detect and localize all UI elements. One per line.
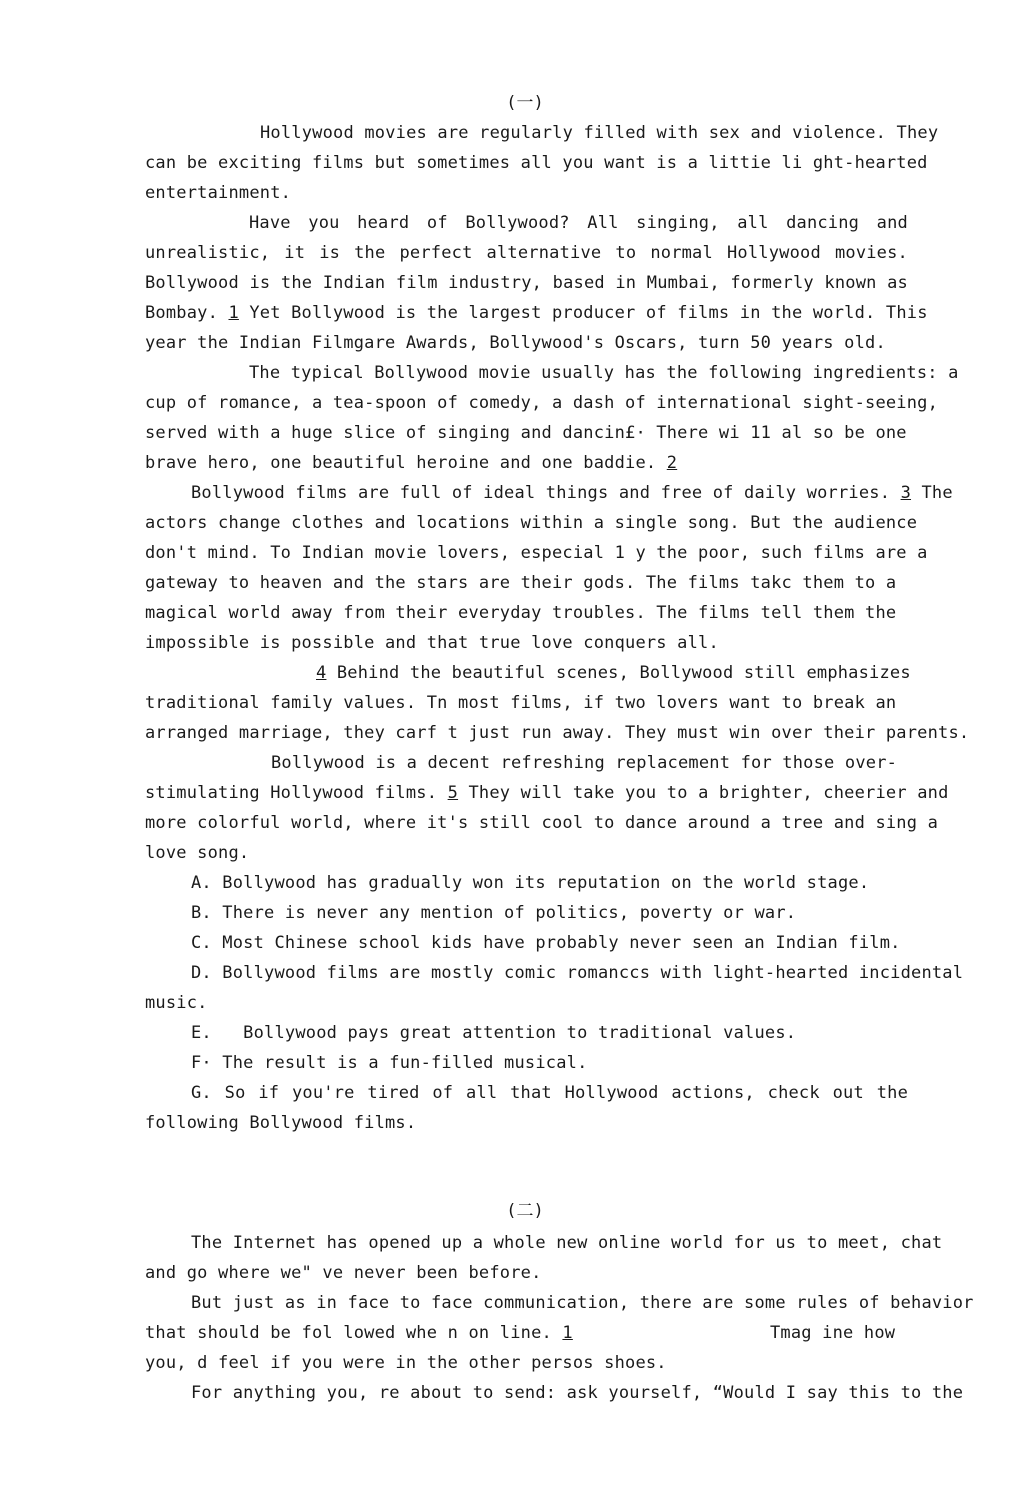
text-line: For anything you, re about to send: ask yourself, “Would I say this to the bbox=[191, 1383, 964, 1403]
text-line: brave hero, one beautiful heroine and one baddie. 2 bbox=[145, 453, 678, 473]
text-line: The typical Bollywood movie usually has the following ingredients: a bbox=[249, 363, 959, 383]
option-d-continued: music. bbox=[145, 993, 208, 1013]
text-line: you, d feel if you were in the other persos shoes. bbox=[145, 1353, 667, 1373]
text-line: Hollywood movies are regularly filled with sex and violence. They bbox=[260, 123, 939, 143]
option-d: D. Bollywood films are mostly comic romanccs with light-hearted incidental bbox=[191, 963, 964, 983]
section-1-heading: (一) bbox=[506, 93, 544, 113]
text-line: more colorful world, where it's still cool to dance around a tree and sing a bbox=[145, 813, 939, 833]
section-2-heading: (二) bbox=[506, 1201, 544, 1221]
blank-2-1: 1 bbox=[562, 1323, 573, 1343]
text-line: gateway to heaven and the stars are their gods. The films takc them to a bbox=[145, 573, 897, 593]
text-line: unrealistic, it is the perfect alternative to normal Hollywood movies. bbox=[145, 243, 908, 263]
blank-2: 2 bbox=[666, 453, 678, 473]
text-line: But just as in face to face communication, there are some rules of behavior bbox=[191, 1293, 974, 1313]
text-line: Bollywood films are full of ideal things and free of daily worries. 3 The bbox=[191, 483, 953, 503]
text-line: Bombay. 1 Yet Bollywood is the largest producer of films in the world. This bbox=[145, 303, 928, 323]
text-line: served with a huge slice of singing and dancin£· There wi 11 al so be one bbox=[145, 423, 907, 443]
text-line: cup of romance, a tea-spoon of comedy, a dash of international sight-seeing, bbox=[145, 393, 939, 413]
text-line: impossible is possible and that true love conquers all. bbox=[145, 633, 719, 653]
option-c: C. Most Chinese school kids have probably never seen an Indian film. bbox=[191, 933, 901, 953]
blank-3: 3 bbox=[900, 483, 912, 503]
text-line: Have you heard of Bollywood? All singing, all dancing and bbox=[249, 213, 908, 233]
blank-4: 4 bbox=[316, 663, 327, 683]
blank-1: 1 bbox=[228, 303, 239, 323]
text-line: Bollywood is a decent refreshing replacement for those over- bbox=[271, 753, 898, 773]
text-line: arranged marriage, they carf t just run away. They must win over their parents. bbox=[145, 723, 970, 743]
option-f: F· The result is a fun-filled musical. bbox=[191, 1053, 588, 1073]
text-line: The Internet has opened up a whole new online world for us to meet, chat bbox=[191, 1233, 943, 1253]
text-line: can be exciting films but sometimes all you want is a littie li ght-hearted bbox=[145, 153, 928, 173]
option-a: A. Bollywood has gradually won its reputation on the world stage. bbox=[191, 873, 870, 893]
text-line: don't mind. To Indian movie lovers, especial 1 y the poor, such films are a bbox=[145, 543, 928, 563]
text-line: traditional family values. Tn most films, if two lovers want to break an bbox=[145, 693, 897, 713]
text-line: entertainment. bbox=[145, 183, 292, 203]
text-fragment: Tmag ine how bbox=[770, 1323, 896, 1343]
option-b: B. There is never any mention of politics, poverty or war. bbox=[191, 903, 797, 923]
text-line: that should be fol lowed whe n on line. 1 bbox=[145, 1323, 573, 1343]
text-line: Bollywood is the Indian film industry, based in Mumbai, formerly known as bbox=[145, 273, 908, 293]
option-g-continued: following Bollywood films. bbox=[145, 1113, 417, 1133]
option-g: G. So if you're tired of all that Hollywood actions, check out the bbox=[191, 1083, 908, 1103]
text-line: actors change clothes and locations within a single song. But the audience bbox=[145, 513, 918, 533]
text-line: love song. bbox=[145, 843, 250, 863]
text-line: and go where we" ve never been before. bbox=[145, 1263, 542, 1283]
text-line: magical world away from their everyday troubles. The films tell them the bbox=[145, 603, 897, 623]
option-e: E. Bollywood pays great attention to traditional values. bbox=[191, 1023, 797, 1043]
text-line: year the Indian Filmgare Awards, Bollywood's Oscars, turn 50 years old. bbox=[145, 333, 886, 353]
text-line: 4 Behind the beautiful scenes, Bollywood still emphasizes bbox=[316, 663, 911, 683]
blank-5: 5 bbox=[447, 783, 459, 803]
text-line: stimulating Hollywood films. 5 They will take you to a brighter, cheerier and bbox=[145, 783, 949, 803]
